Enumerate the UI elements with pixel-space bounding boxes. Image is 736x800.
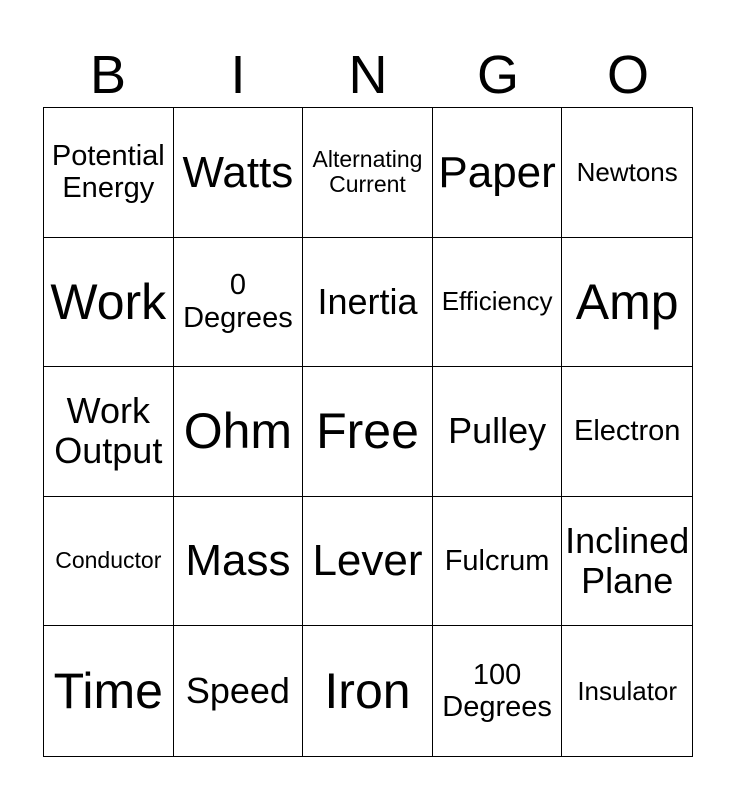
bingo-cell-r2c4[interactable]: Efficiency [433, 238, 563, 368]
bingo-cell-r4c3[interactable]: Lever [303, 497, 433, 627]
bingo-cell-r2c3[interactable]: Inertia [303, 238, 433, 368]
header-letter-g: G [476, 45, 519, 105]
header-letter-o: O [606, 45, 649, 105]
bingo-cell-r1c1[interactable]: Potential Energy [44, 108, 174, 238]
header-letter-n: N [348, 45, 388, 105]
bingo-cell-r5c1[interactable]: Time [44, 626, 174, 756]
bingo-cell-r4c2[interactable]: Mass [174, 497, 304, 627]
bingo-cell-r3c2[interactable]: Ohm [174, 367, 304, 497]
bingo-cell-r5c4[interactable]: 100 Degrees [433, 626, 563, 756]
bingo-cell-r3c5[interactable]: Electron [562, 367, 692, 497]
bingo-cell-r5c2[interactable]: Speed [174, 626, 304, 756]
bingo-cell-r2c5[interactable]: Amp [562, 238, 692, 368]
bingo-cell-r3c1[interactable]: Work Output [44, 367, 174, 497]
header-letter-i: I [230, 45, 246, 105]
bingo-cell-r4c1[interactable]: Conductor [44, 497, 174, 627]
bingo-cell-r4c5[interactable]: Inclined Plane [562, 497, 692, 627]
bingo-board [43, 107, 693, 757]
bingo-cell-r3c4[interactable]: Pulley [433, 367, 563, 497]
bingo-cell-r1c4[interactable]: Paper [433, 108, 563, 238]
header-letter-b: B [89, 45, 127, 105]
bingo-cell-r1c2[interactable]: Watts [174, 108, 304, 238]
bingo-cell-r2c1[interactable]: Work [44, 238, 174, 368]
bingo-cell-r5c5[interactable]: Insulator [577, 675, 678, 706]
bingo-cell-r1c3[interactable]: Alternating Current [303, 108, 433, 238]
bingo-cell-r2c2[interactable]: 0 Degrees [174, 238, 304, 368]
bingo-cell-r3c3[interactable]: Free [303, 367, 433, 497]
bingo-cell-r1c5[interactable]: Newtons [562, 108, 692, 238]
bingo-header [43, 44, 693, 106]
bingo-cell-r4c4[interactable]: Fulcrum [433, 497, 563, 627]
bingo-cell-r5c3[interactable]: Iron [303, 626, 433, 756]
